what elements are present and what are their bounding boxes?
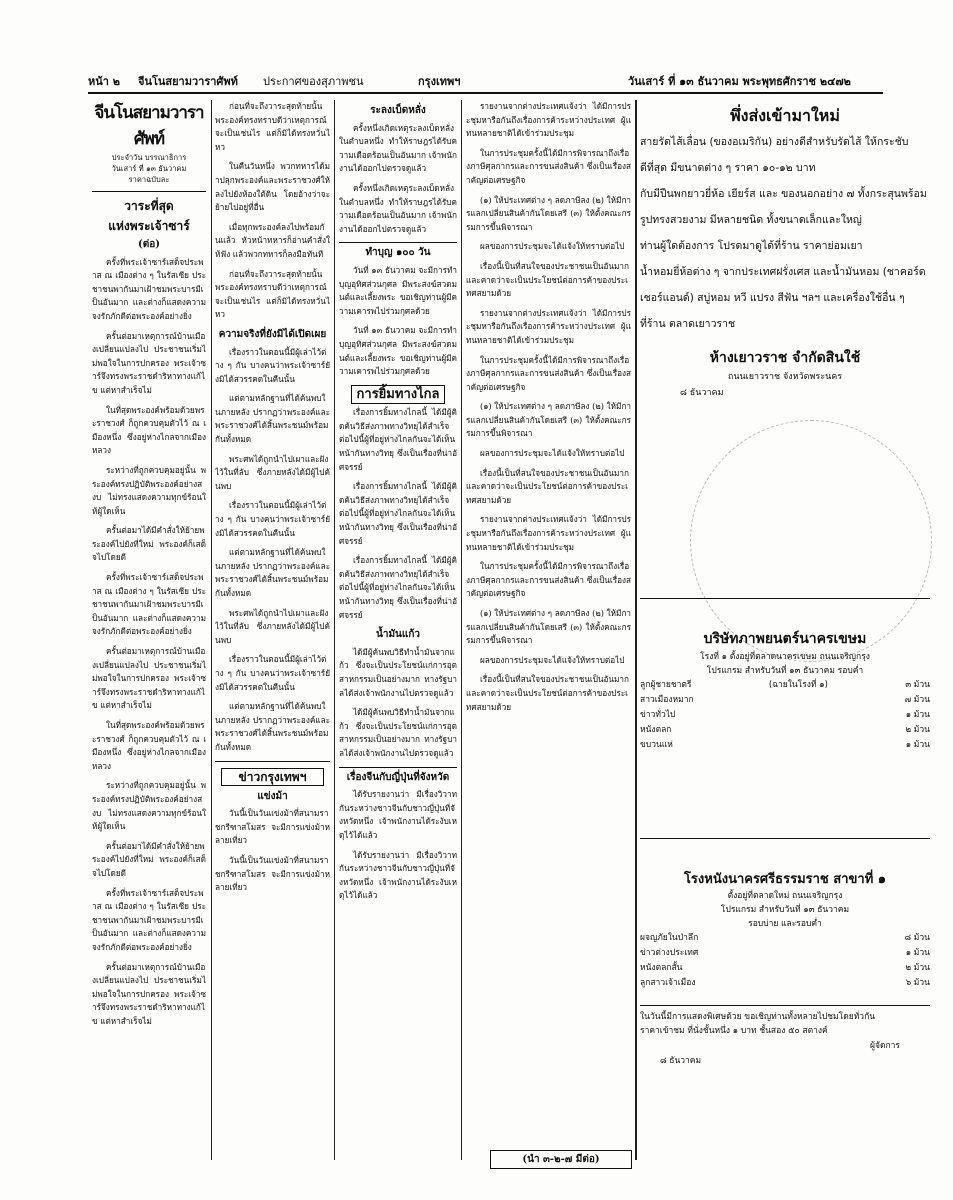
paragraph: ครั้งที่พระเจ้าซาร์เสด็จประพาส ณ เมืองต่าง ๆ ในรัสเซีย ประชาชนพากันมาเฝ้าชมพระบารมีเป็นอันมาก และต่างก็แสดงความจงรักภักดีต่อพระองค์อย่างยิ่ง: [92, 887, 206, 952]
program-row: [640, 946, 930, 961]
paragraph: ครั้นต่อมาเหตุการณ์บ้านเมืองเปลี่ยนแปลงไป ประชาชนเริ่มไม่พอใจในการปกครอง พระเจ้าซาร์จึงทรงพระราชดำริหาทางแก้ไข แต่หาสำเร็จไม่: [92, 330, 206, 395]
paragraph: เรื่องราวในตอนนี้มีผู้เล่าไว้ต่าง ๆ กัน บางคนว่าพระเจ้าซาร์ยังมิได้สวรรคตในคืนนั้น: [215, 500, 330, 538]
paragraph: พระศพได้ถูกนำไปเผาและฝังไว้ในที่ลับ ซึ่งภายหลังได้มีผู้ไปค้นพบ: [215, 453, 330, 491]
paragraph: ได้รับรายงานว่า มีเรื่องวิวาทกันระหว่างชาวจีนกับชาวญี่ปุ่นที่จังหวัดหนึ่ง เจ้าพนักงานได้ระงับเหตุไว้ได้แล้ว: [339, 789, 457, 840]
article-headline: การยิ้มทางไกล: [351, 385, 445, 405]
paragraph: ในการประชุมครั้งนี้ได้มีการพิจารณาถึงเรื่องภาษีศุลกากรและการขนส่งสินค้า ซึ่งเป็นเรื่องสำคัญต่อเศรษฐกิจ: [466, 354, 631, 392]
ad-line: เชอร์แอนด์) สบู่หอม หวี แปรง สีฟัน ฯลฯ และเครื่องใช้อื่น ๆ: [640, 292, 905, 304]
program-row: [640, 961, 930, 976]
page-number: หน้า ๒: [88, 75, 121, 88]
paragraph: ในที่สุดพระองค์พร้อมด้วยพระราชวงศ์ ก็ถูกควบคุมตัวไว้ ณ เมืองหนึ่ง ซึ่งอยู่ห่างไกลจากเมืองหลวง: [92, 404, 206, 456]
column-2: [215, 100, 330, 1160]
paragraph: แต่ตามหลักฐานที่ได้ค้นพบในภายหลัง ปรากฏว่าพระองค์และพระราชวงศ์ได้สิ้นพระชนม์พร้อมกันทั้งหมด: [215, 393, 330, 445]
paper-name: จีนโนสยามวาราศัพท์: [138, 75, 238, 88]
program-reels: ๑ ม้วน: [905, 710, 930, 720]
paragraph: ในคืนวันหนึ่ง พวกทหารได้มาปลุกพระองค์และพระราชวงศ์ให้ลงไปยังห้องใต้ดิน โดยอ้างว่าจะย้ายไปอยู่ที่อื่น: [215, 161, 330, 213]
paragraph: วันนี้เป็นวันแข่งม้าที่สนามราชกรีฑาสโมสร จะมีการแข่งม้าหลายเที่ยว: [215, 808, 330, 846]
program-reels: ๓ ม้วน: [905, 680, 930, 690]
masthead: จีนโนสยามวาราศัพท์: [94, 103, 204, 149]
news-headline: ข่าวกรุงเทพฯ: [221, 768, 324, 786]
program-title: หนังตลก: [640, 725, 672, 735]
program-title: สาวเมืองหมาก: [640, 695, 694, 705]
program-row: [640, 723, 930, 738]
paragraph: ครั้งหนึ่งเกิดเหตุระลงเบ็ดหลั่งในตำบลหนึ่ง ทำให้ราษฎรได้รับความเดือดร้อนเป็นอันมาก เจ้าพนักงานได้ออกไปตรวจดูแล้ว: [339, 122, 457, 174]
masthead-meta: วันเสาร์ ที่ ๑๓ ธันวาคม: [111, 164, 187, 173]
header-city: กรุงเทพฯ: [418, 75, 461, 88]
column-3: [339, 100, 457, 1160]
program-row: [640, 738, 930, 753]
program-list: [640, 678, 930, 753]
program-reels: ๘ ม้วน: [904, 933, 930, 943]
paragraph: วันที่ ๑๓ ธันวาคม จะมีการทำบุญอุทิศส่วนกุศล มีพระสงฆ์สวดมนต์และเลี้ยงพระ ขอเชิญท่านผู้มีความเคารพไปร่วมกุศลด้วย: [339, 325, 457, 377]
paragraph: (๑) ให้ประเทศต่าง ๆ ลดภาษีลง (๒) ให้มีการแลกเปลี่ยนสินค้ากันโดยเสรี (๓) ให้ตั้งคณะกรรมการขึ้นพิจารณา: [466, 194, 631, 232]
ad-line: สายรัดไส้เลื่อน (ของอเมริกัน) อย่างดีสำหรับรัดไส้ ให้กระชับ: [640, 136, 909, 148]
paragraph: รายงานจากต่างประเทศแจ้งว่า ได้มีการประชุมหารือกันถึงเรื่องการค้าระหว่างประเทศ ผู้แทนหลายชาติได้เข้าร่วมประชุม: [466, 307, 631, 345]
program-reels: ๑ ม้วน: [905, 948, 930, 958]
masthead-meta: ประจำวัน บรรณาธิการ: [111, 153, 187, 162]
paragraph: ได้มีผู้ค้นพบวิธีทำน้ำมันจากแก้ว ซึ่งจะเป็นประโยชน์แก่การอุตสาหกรรมเป็นอย่างมาก ทางรัฐบาลได้ส่งเจ้าพนักงานไปตรวจดูแล้ว: [339, 707, 457, 758]
paragraph: ในการประชุมครั้งนี้ได้มีการพิจารณาถึงเรื่องภาษีศุลกากรและการขนส่งสินค้า ซึ่งเป็นเรื่องสำคัญต่อเศรษฐกิจ: [466, 147, 631, 185]
paragraph: ครั้นต่อมาเหตุการณ์บ้านเมืองเปลี่ยนแปลงไป ประชาชนเริ่มไม่พอใจในการปกครอง พระเจ้าซาร์จึงทรงพระราชดำริหาทางแก้ไข แต่หาสำเร็จไม่: [92, 961, 206, 1026]
page-header: [88, 70, 883, 94]
program-reels: ๖ ม้วน: [905, 978, 930, 988]
advert-cinema-1: [640, 628, 930, 753]
program-title: ผจญภัยในป่าลึก: [640, 933, 699, 943]
paragraph: ผลของการประชุมจะได้แจ้งให้ทราบต่อไป: [480, 448, 625, 459]
paragraph: ครั้นต่อมาได้มีคำสั่งให้ย้ายพระองค์ไปยังที่ใหม่ พระองค์ก็เสด็จไปโดยดี: [92, 840, 206, 878]
ad-line: ท่านผู้ใดต้องการ โปรดมาดูได้ที่ร้าน ราคาย่อมเยา: [640, 240, 863, 252]
paragraph: เรื่องการยิ้มทางไกลนี้ ได้มีผู้คิดค้นวิธีส่งภาพทางวิทยุได้สำเร็จ ต่อไปนี้ผู้ที่อยู่ห่างไกลกันจะได้เห็นหน้ากันทางวิทยุ ซึ่งเป็นเรื่องที่น่าอัศจรรย์: [339, 555, 457, 620]
ad-line: โรงที่ ๑ ตั้งอยู่ที่ตลาดนาครเขษม ถนนเจริญกรุง: [700, 652, 870, 662]
shop-name: ห้างเยาวราช จำกัดสินใช้: [709, 350, 861, 366]
paragraph: ครั้นต่อมาเหตุการณ์บ้านเมืองเปลี่ยนแปลงไป ประชาชนเริ่มไม่พอใจในการปกครอง พระเจ้าซาร์จึงทรงพระราชดำริหาทางแก้ไข แต่หาสำเร็จไม่: [92, 646, 206, 711]
paragraph: ครั้นต่อมาได้มีคำสั่งให้ย้ายพระองค์ไปยังที่ใหม่ พระองค์ก็เสด็จไปโดยดี: [92, 525, 206, 563]
ad-line: ตั้งอยู่ที่ตลาดใหม่ ถนนเจริญกรุง: [727, 891, 843, 901]
paragraph: แต่ตามหลักฐานที่ได้ค้นพบในภายหลัง ปรากฏว่าพระองค์และพระราชวงศ์ได้สิ้นพระชนม์พร้อมกันทั้งหมด: [215, 547, 330, 598]
column-rule: [635, 100, 637, 1160]
header-date: วันเสาร์ ที่ ๑๓ ธันวาคม พระพุทธศักราช ๒๔๗๒: [628, 75, 851, 88]
program-title: ข่าวทั่วไป: [640, 710, 676, 720]
program-reels: ๒ ม้วน: [905, 963, 930, 973]
program-reels: ๗ ม้วน: [904, 695, 930, 705]
program-title: หนังตลกสั้น: [640, 963, 683, 973]
paragraph: เรื่องนี้เป็นที่สนใจของประชาชนเป็นอันมาก และคาดว่าจะเป็นประโยชน์ต่อการค้าของประเทศสยามด้วย: [466, 674, 629, 712]
ad-line: ในวันนี้มีการแสดงพิเศษด้วย ขอเชิญท่านทั้งหลายไปชมโดยทั่วกัน: [640, 1012, 876, 1022]
program-title: ลูกสาวเจ้าเมือง: [640, 978, 696, 988]
ad-line: โปรแกรม สำหรับวันที่ ๑๓ ธันวาคม: [720, 905, 850, 915]
paragraph: ผลของการประชุมจะได้แจ้งให้ทราบต่อไป: [480, 654, 625, 665]
ad-title: โรงหนังนาครศรีธรรมราช สาขาที่ ๑: [683, 872, 887, 887]
ad-sign: ผู้จัดการ: [870, 1041, 900, 1051]
section-subhead: ความจริงที่ยังมิได้เปิดเผย: [218, 328, 327, 340]
paragraph: ได้รับรายงานว่า มีเรื่องวิวาทกันระหว่างชาวจีนกับชาวญี่ปุ่นที่จังหวัดหนึ่ง เจ้าพนักงานได้ระงับเหตุไว้ได้แล้ว: [339, 849, 457, 901]
news-subhead: แข่งม้า: [257, 790, 288, 802]
paragraph: ในการประชุมครั้งนี้ได้มีการพิจารณาถึงเรื่องภาษีศุลกากรและการขนส่งสินค้า ซึ่งเป็นเรื่องสำคัญต่อเศรษฐกิจ: [466, 561, 631, 599]
program-row: [640, 708, 930, 723]
header-extra: ประกาศของสุภาพชน: [263, 75, 364, 88]
column-1: [92, 100, 206, 1160]
column-rule: [334, 100, 335, 1160]
ad-line: โปรแกรม สำหรับวันที่ ๑๓ ธันวาคม รอบค่ำ: [706, 666, 864, 676]
ad-line: น้ำหอมยี่ห้อต่าง ๆ จากประเทศฝรั่งเศส และน้ำมันหอม (ชาคอร์ด: [640, 266, 926, 278]
ad-line: ราคาเข้าชม ที่นั่งชั้นหนึ่ง ๑ บาท ชั้นสอง ๕๐ สตางค์: [640, 1026, 828, 1036]
article-headline: วาระที่สุด: [124, 199, 174, 213]
paragraph: ระหว่างที่ถูกควบคุมอยู่นั้น พระองค์ทรงปฏิบัติพระองค์อย่างสงบ ไม่ทรงแสดงความทุกข์ร้อนให้ผู้ใดเห็น: [92, 464, 206, 516]
ad-title: พึ่งส่งเข้ามาใหม่: [730, 106, 840, 125]
paragraph: ครั้งหนึ่งเกิดเหตุระลงเบ็ดหลั่งในตำบลหนึ่ง ทำให้ราษฎรได้รับความเดือดร้อนเป็นอันมาก เจ้าพนักงานได้ออกไปตรวจดูแล้ว: [339, 182, 457, 234]
ad-divider: [640, 838, 930, 839]
paragraph: รายงานจากต่างประเทศแจ้งว่า ได้มีการประชุมหารือกันถึงเรื่องการค้าระหว่างประเทศ ผู้แทนหลายชาติได้เข้าร่วมประชุม: [466, 101, 631, 139]
paragraph: (๑) ให้ประเทศต่าง ๆ ลดภาษีลง (๒) ให้มีการแลกเปลี่ยนสินค้ากันโดยเสรี (๓) ให้ตั้งคณะกรรมการขึ้นพิจารณา: [466, 608, 631, 646]
program-title: ข่าวต่างประเทศ: [640, 948, 699, 958]
paragraph: ก่อนที่จะถึงวาระสุดท้ายนั้น พระองค์ทรงทราบดีว่าเหตุการณ์จะเป็นเช่นไร แต่ก็มิได้ทรงหวั่นไหว: [215, 268, 330, 320]
ad-line: รอบบ่าย และรอบค่ำ: [748, 919, 822, 929]
column-rule: [461, 100, 462, 1160]
paragraph: วันที่ ๑๓ ธันวาคม จะมีการทำบุญอุทิศส่วนกุศล มีพระสงฆ์สวดมนต์และเลี้ยงพระ ขอเชิญท่านผู้มีความเคารพไปร่วมกุศลด้วย: [339, 264, 457, 316]
paragraph: ได้มีผู้ค้นพบวิธีทำน้ำมันจากแก้ว ซึ่งจะเป็นประโยชน์แก่การอุตสาหกรรมเป็นอย่างมาก ทางรัฐบาลได้ส่งเจ้าพนักงานไปตรวจดูแล้ว: [339, 646, 457, 698]
paragraph: เรื่องนี้เป็นที่สนใจของประชาชนเป็นอันมาก และคาดว่าจะเป็นประโยชน์ต่อการค้าของประเทศสยามด้วย: [466, 260, 629, 299]
paragraph: รายงานจากต่างประเทศแจ้งว่า ได้มีการประชุมหารือกันถึงเรื่องการค้าระหว่างประเทศ ผู้แทนหลายชาติได้เข้าร่วมประชุม: [466, 514, 631, 552]
shop-address: ถนนเยาวราช จังหวัดพระนคร: [727, 372, 843, 382]
ad-line: กับมีปืนพกยาวยี่ห้อ เยียร์ส และ ของนอกอย่าง ๗ ทั้งกระสุนพร้อม: [640, 188, 927, 200]
column-4: [466, 100, 631, 1160]
paragraph: พระศพได้ถูกนำไปเผาและฝังไว้ในที่ลับ ซึ่งภายหลังได้มีผู้ไปค้นพบ: [215, 607, 330, 645]
ad-date: ๘ ธันวาคม: [680, 388, 724, 398]
advert-truss: [640, 104, 930, 401]
program-reels: ๑ ม้วน: [905, 740, 930, 750]
paragraph: เรื่องนี้เป็นที่สนใจของประชาชนเป็นอันมาก และคาดว่าจะเป็นประโยชน์ต่อการค้าของประเทศสยามด้วย: [466, 467, 629, 505]
paragraph: ครั้งที่พระเจ้าซาร์เสด็จประพาส ณ เมืองต่าง ๆ ในรัสเซีย ประชาชนพากันมาเฝ้าชมพระบารมีเป็นอันมาก และต่างก็แสดงความจงรักภักดีต่อพระองค์อย่างยิ่ง: [92, 572, 206, 637]
paragraph: ก่อนที่จะถึงวาระสุดท้ายนั้น พระองค์ทรงทราบดีว่าเหตุการณ์จะเป็นเช่นไร แต่ก็มิได้ทรงหวั่นไหว: [215, 101, 330, 152]
masthead-meta: ราคาฉบับละ: [128, 175, 170, 184]
program-title: ลูกผู้ชายชาตรี: [640, 680, 692, 690]
paragraph: ระหว่างที่ถูกควบคุมอยู่นั้น พระองค์ทรงปฏิบัติพระองค์อย่างสงบ ไม่ทรงแสดงความทุกข์ร้อนให้ผู้ใดเห็น: [92, 780, 206, 832]
paragraph: เรื่องราวในตอนนี้มีผู้เล่าไว้ต่าง ๆ กัน บางคนว่าพระเจ้าซาร์ยังมิได้สวรรคตในคืนนั้น: [215, 346, 330, 384]
column-rule: [211, 100, 212, 1160]
paragraph: เมื่อทุกพระองค์ลงไปพร้อมกันแล้ว หัวหน้าทหารก็อ่านคำสั่งให้ฟัง แล้วพวกทหารก็ลงมือทันที: [215, 221, 330, 259]
watermark-ring: [690, 420, 932, 662]
paragraph: เรื่องราวในตอนนี้มีผู้เล่าไว้ต่าง ๆ กัน บางคนว่าพระเจ้าซาร์ยังมิได้สวรรคตในคืนนั้น: [215, 654, 330, 692]
article-headline: เรื่องจีนกับญี่ปุ่นที่จังหวัด: [339, 767, 457, 785]
ad-divider: [640, 598, 930, 599]
article-headline: น้ำมันแก้ว: [376, 629, 420, 641]
advert-cinema-2: [640, 868, 930, 1068]
ad-date: ๘ ธันวาคม: [660, 1056, 702, 1066]
program-row: [640, 931, 930, 946]
article-headline: แห่งพระเจ้าซาร์: [108, 219, 190, 233]
program-reels: ๒ ม้วน: [905, 725, 930, 735]
program-title: ขบวนแห่: [640, 740, 673, 750]
ad-line: ดีที่สุด มีขนาดต่าง ๆ ราคา ๑๐-๑๒ บาท: [640, 162, 816, 174]
paragraph: เรื่องการยิ้มทางไกลนี้ ได้มีผู้คิดค้นวิธีส่งภาพทางวิทยุได้สำเร็จ ต่อไปนี้ผู้ที่อยู่ห่างไกลกันจะได้เห็นหน้ากันทางวิทยุ ซึ่งเป็นเรื่องที่น่าอัศจรรย์: [339, 407, 457, 472]
ad-line: ที่ร้าน ตลาดเยาวราช: [640, 318, 736, 330]
paragraph: ผลของการประชุมจะได้แจ้งให้ทราบต่อไป: [480, 241, 625, 252]
program-note: (ฉายในโรงที่ ๑): [768, 680, 828, 690]
program-row: [640, 678, 930, 693]
paragraph: แต่ตามหลักฐานที่ได้ค้นพบในภายหลัง ปรากฏว่าพระองค์และพระราชวงศ์ได้สิ้นพระชนม์พร้อมกันทั้งหมด: [215, 701, 330, 752]
article-sub: (ต่อ): [138, 239, 160, 250]
paragraph: ในที่สุดพระองค์พร้อมด้วยพระราชวงศ์ ก็ถูกควบคุมตัวไว้ ณ เมืองหนึ่ง ซึ่งอยู่ห่างไกลจากเมืองหลวง: [92, 720, 206, 771]
article-headline: ทำบุญ ๑๐๐ วัน: [339, 242, 457, 260]
program-row: [640, 693, 930, 708]
ad-line: รูปทรงสวยงาม มีหลายชนิด ทั้งขนาดเล็กและใหญ่: [640, 214, 862, 226]
article-headline: ระลงเบ็ดหลั่ง: [370, 105, 426, 116]
paragraph: ครั้งที่พระเจ้าซาร์เสด็จประพาส ณ เมืองต่าง ๆ ในรัสเซีย ประชาชนพากันมาเฝ้าชมพระบารมีเป็นอันมาก และต่างก็แสดงความจงรักภักดีต่อพระองค์อย่างยิ่ง: [92, 256, 206, 321]
program-row: [640, 976, 930, 991]
continued-note: (นำ ๓-๒-๗ มีต่อ): [490, 1150, 632, 1169]
paragraph: วันนี้เป็นวันแข่งม้าที่สนามราชกรีฑาสโมสร จะมีการแข่งม้าหลายเที่ยว: [215, 854, 330, 893]
ad-title: บริษัทภาพยนตร์นาครเขษม: [703, 631, 867, 647]
paragraph: เรื่องการยิ้มทางไกลนี้ ได้มีผู้คิดค้นวิธีส่งภาพทางวิทยุได้สำเร็จ ต่อไปนี้ผู้ที่อยู่ห่างไกลกันจะได้เห็นหน้ากันทางวิทยุ ซึ่งเป็นเรื่องที่น่าอัศจรรย์: [339, 481, 457, 546]
paragraph: (๑) ให้ประเทศต่าง ๆ ลดภาษีลง (๒) ให้มีการแลกเปลี่ยนสินค้ากันโดยเสรี (๓) ให้ตั้งคณะกรรมการขึ้นพิจารณา: [466, 401, 631, 439]
program-list: [640, 931, 930, 991]
